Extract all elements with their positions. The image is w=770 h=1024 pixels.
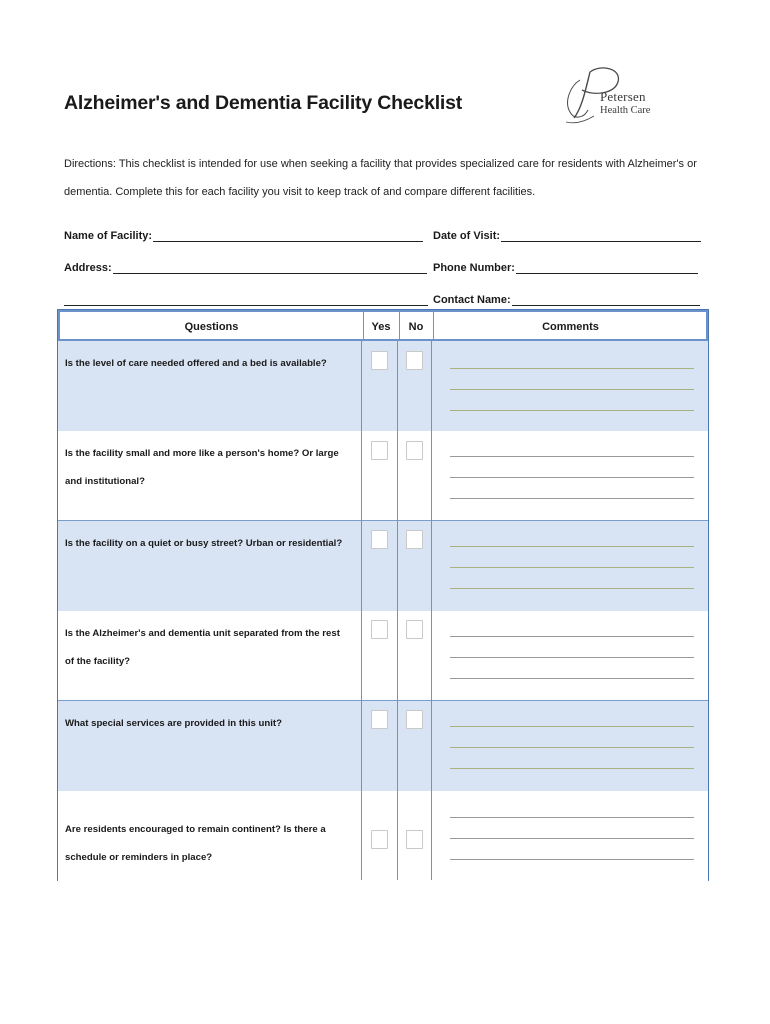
question-line: What special services are provided in this unit?: [65, 718, 282, 729]
comment-line[interactable]: [450, 567, 694, 568]
date-of-visit-field[interactable]: [433, 229, 701, 242]
date-of-visit-line[interactable]: [501, 229, 701, 242]
column-divider: [431, 701, 432, 791]
address-line[interactable]: [113, 261, 427, 274]
question-text: [65, 350, 361, 378]
column-divider: [363, 312, 364, 340]
comment-line[interactable]: [450, 768, 694, 769]
comment-line[interactable]: [450, 726, 694, 727]
comment-line[interactable]: [450, 368, 694, 369]
address-line-2[interactable]: [64, 293, 428, 306]
table-row: [58, 791, 708, 881]
column-divider: [361, 341, 362, 431]
question-text: [65, 530, 361, 558]
petersen-logo: [560, 62, 690, 132]
address-line-2-field[interactable]: [64, 293, 428, 306]
table-row: [58, 341, 708, 431]
comment-line[interactable]: [450, 389, 694, 390]
date-of-visit-label: Date of Visit:: [433, 230, 501, 242]
contact-name-field[interactable]: [433, 293, 700, 306]
column-divider: [397, 791, 398, 880]
table-header: [58, 310, 708, 341]
column-divider: [361, 431, 362, 521]
question-text: [65, 620, 361, 676]
no-header: No: [408, 321, 424, 333]
address-field[interactable]: [64, 261, 427, 274]
yes-checkbox[interactable]: [371, 351, 388, 370]
checklist-table: [57, 309, 709, 881]
column-divider: [361, 701, 362, 791]
column-divider: [397, 521, 398, 611]
comments-header: Comments: [542, 321, 599, 333]
column-divider: [431, 791, 432, 880]
comment-line[interactable]: [450, 817, 694, 818]
comment-line[interactable]: [450, 498, 694, 499]
comment-line[interactable]: [450, 657, 694, 658]
no-checkbox[interactable]: [406, 530, 423, 549]
phone-number-field[interactable]: [433, 261, 698, 274]
yes-checkbox[interactable]: [371, 441, 388, 460]
column-divider: [361, 521, 362, 611]
column-divider: [431, 611, 432, 701]
comment-line[interactable]: [450, 456, 694, 457]
logo-name: Petersen: [600, 89, 646, 104]
question-line: Is the level of care needed offered and a bed is available?: [65, 358, 327, 369]
no-checkbox[interactable]: [406, 441, 423, 460]
table-row: [58, 521, 708, 611]
comment-line[interactable]: [450, 838, 694, 839]
table-row: [58, 431, 708, 521]
name-of-facility-line[interactable]: [153, 229, 423, 242]
no-checkbox[interactable]: [406, 710, 423, 729]
logo-subtitle: Health Care: [600, 105, 651, 116]
question-line: Are residents encouraged to remain continent? Is there a: [65, 824, 326, 835]
question-line: Is the facility on a quiet or busy street? Urban or residential?: [65, 538, 343, 549]
comment-line[interactable]: [450, 678, 694, 679]
comment-line[interactable]: [450, 636, 694, 637]
table-row: [58, 701, 708, 791]
comment-line[interactable]: [450, 477, 694, 478]
comment-line[interactable]: [450, 859, 694, 860]
comment-line[interactable]: [450, 410, 694, 411]
table-row: [58, 611, 708, 701]
yes-checkbox[interactable]: [371, 830, 388, 849]
address-label: Address:: [64, 262, 112, 274]
no-checkbox[interactable]: [406, 830, 423, 849]
column-divider: [397, 341, 398, 431]
column-divider: [361, 791, 362, 880]
question-text: [65, 710, 361, 738]
yes-checkbox[interactable]: [371, 710, 388, 729]
contact-name-line[interactable]: [512, 293, 700, 306]
yes-checkbox[interactable]: [371, 530, 388, 549]
column-divider: [399, 312, 400, 340]
yes-header: Yes: [371, 321, 391, 333]
question-line: of the facility?: [65, 656, 131, 667]
column-divider: [397, 431, 398, 521]
column-divider: [431, 341, 432, 431]
comment-line[interactable]: [450, 588, 694, 589]
column-divider: [397, 611, 398, 701]
column-divider: [397, 701, 398, 791]
question-line: Is the facility small and more like a person's home? Or large: [65, 448, 339, 459]
question-line: Is the Alzheimer's and dementia unit separated from the rest: [65, 628, 340, 639]
question-line: schedule or reminders in place?: [65, 852, 213, 863]
comment-line[interactable]: [450, 747, 694, 748]
no-checkbox[interactable]: [406, 620, 423, 639]
column-divider: [361, 611, 362, 701]
contact-name-label: Contact Name:: [433, 294, 511, 306]
phone-number-line[interactable]: [516, 261, 698, 274]
question-line: and institutional?: [65, 476, 145, 487]
page-title: Alzheimer's and Dementia Facility Checklist: [64, 92, 463, 114]
name-of-facility-label: Name of Facility:: [64, 230, 153, 242]
question-text: [65, 816, 361, 872]
column-divider: [433, 312, 434, 340]
questions-header: Questions: [184, 321, 239, 333]
column-divider: [431, 521, 432, 611]
phone-number-label: Phone Number:: [433, 262, 515, 274]
column-divider: [431, 431, 432, 521]
name-of-facility-field[interactable]: [64, 229, 423, 242]
question-text: [65, 440, 361, 496]
yes-checkbox[interactable]: [371, 620, 388, 639]
comment-line[interactable]: [450, 546, 694, 547]
directions-text: Directions: This checklist is intended for use when seeking a facility that provides specialized care for residents with Alzheimer's or dementia. Complete this for each facility you visit to keep track of and compare different facilities.: [64, 158, 697, 198]
no-checkbox[interactable]: [406, 351, 423, 370]
